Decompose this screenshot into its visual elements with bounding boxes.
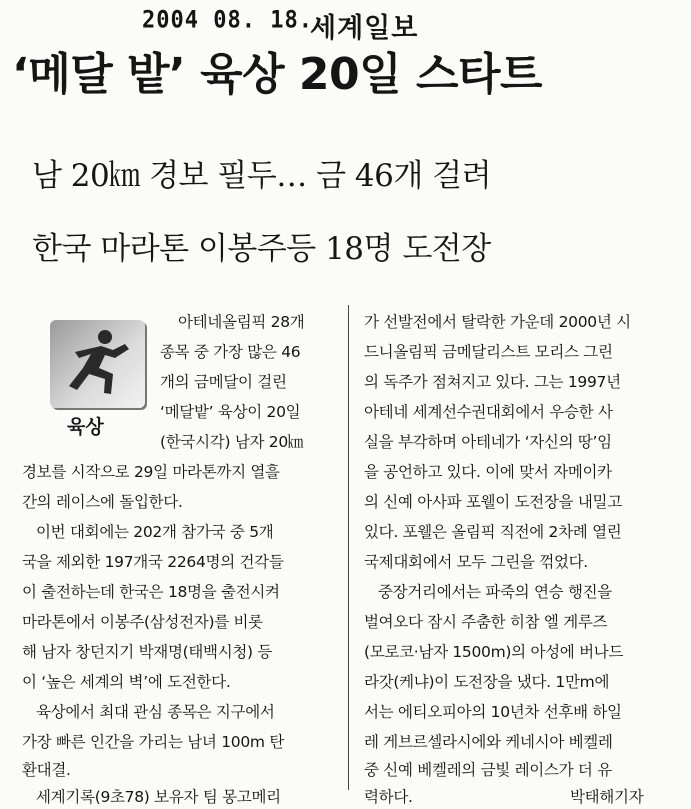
article-line: 의 신예 아사파 포웰이 도전장을 내밀고 <box>364 493 622 511</box>
subheadline-2: 한국 마라톤 이봉주등 18명 도전장 <box>32 231 491 267</box>
article-line: 국제대회에서 모두 그린을 꺾었다. <box>364 553 588 571</box>
article-line: 의 독주가 점쳐지고 있다. 그는 1997년 <box>364 373 621 391</box>
column-divider <box>348 305 349 790</box>
subheadline-1: 남 20㎞ 경보 필두… 금 46개 걸려 <box>32 158 492 194</box>
article-line: 가 선발전에서 탈락한 가운데 2000년 시 <box>364 313 631 331</box>
article-line: ‘메달밭’ 육상이 20일 <box>160 403 301 421</box>
article-line: 환대결. <box>22 761 71 779</box>
article-line: 육상에서 최대 관심 종목은 지구에서 <box>36 703 275 721</box>
newspaper-name: 세계일보 <box>310 13 419 44</box>
article-line: 아테네올림픽 28개 <box>178 313 305 331</box>
dateline <box>0 6 691 44</box>
article-line: (한국시각) 남자 20㎞ <box>160 433 304 451</box>
article-line: 마라톤에서 이봉주(삼성전자)를 비롯 <box>22 613 263 631</box>
article-line: 레 게브르셀라시에와 케네시아 베켈레 <box>364 733 613 751</box>
byline: 박태해기자 <box>570 788 644 806</box>
article-line: 이 출전하는데 한국은 18명을 출전시켜 <box>22 583 280 601</box>
article-line: 해 남자 창던지기 박재명(태백시청) 등 <box>22 643 273 661</box>
section-label: 육상 <box>67 416 104 438</box>
article-line: 가장 빠른 인간을 가리는 남녀 100m 탄 <box>22 733 284 751</box>
headline: ‘메달 밭’ 육상 20일 스타트 <box>12 49 542 100</box>
article-line: 실을 부각하며 아테네가 ‘자신의 땅’임 <box>364 433 612 451</box>
article-line: 종목 중 가장 많은 46 <box>160 343 301 361</box>
article-line: 중 신예 베켈레의 금빛 레이스가 더 유 <box>364 761 612 779</box>
article-line: (모로코·남자 1500m)의 아성에 버나드 <box>364 643 624 661</box>
article-line: 서는 에티오피아의 10년차 선후배 하일 <box>364 703 622 721</box>
article-line: 있다. 포웰은 올림픽 직전에 2차례 열린 <box>364 523 622 541</box>
article-line: 간의 레이스에 돌입한다. <box>22 493 183 511</box>
article-line: 드니올림픽 금메달리스트 모리스 그린 <box>364 343 613 361</box>
article-line: 이번 대회에는 202개 참가국 중 5개 <box>36 523 274 541</box>
article-line: 세계기록(9초78) 보유자 팀 몽고메리 <box>36 788 281 806</box>
article-line: 라갓(케냐)이 도전장을 냈다. 1만m에 <box>364 673 610 691</box>
article-line: 력하다. <box>364 788 413 806</box>
article-line: 벌여오다 잠시 주춤한 히참 엘 게루즈 <box>364 613 608 631</box>
article-line: 을 공언하고 있다. 이에 맞서 자메이카 <box>364 463 612 481</box>
publication-date: 2004 08. 18. <box>142 6 313 35</box>
article-line: 이 ‘높은 세계의 벽’에 도전한다. <box>22 673 231 691</box>
article-line: 국을 제외한 197개국 2264명의 건각들 <box>22 553 284 571</box>
article-line: 경보를 시작으로 29일 마라톤까지 열흘 <box>22 463 280 481</box>
article-line: 중장거리에서는 파죽의 연승 행진을 <box>378 583 612 601</box>
runner-icon <box>50 320 145 408</box>
article-line: 개의 금메달이 걸린 <box>160 373 287 391</box>
article-line: 아테네 세계선수권대회에서 우승한 사 <box>364 403 613 421</box>
